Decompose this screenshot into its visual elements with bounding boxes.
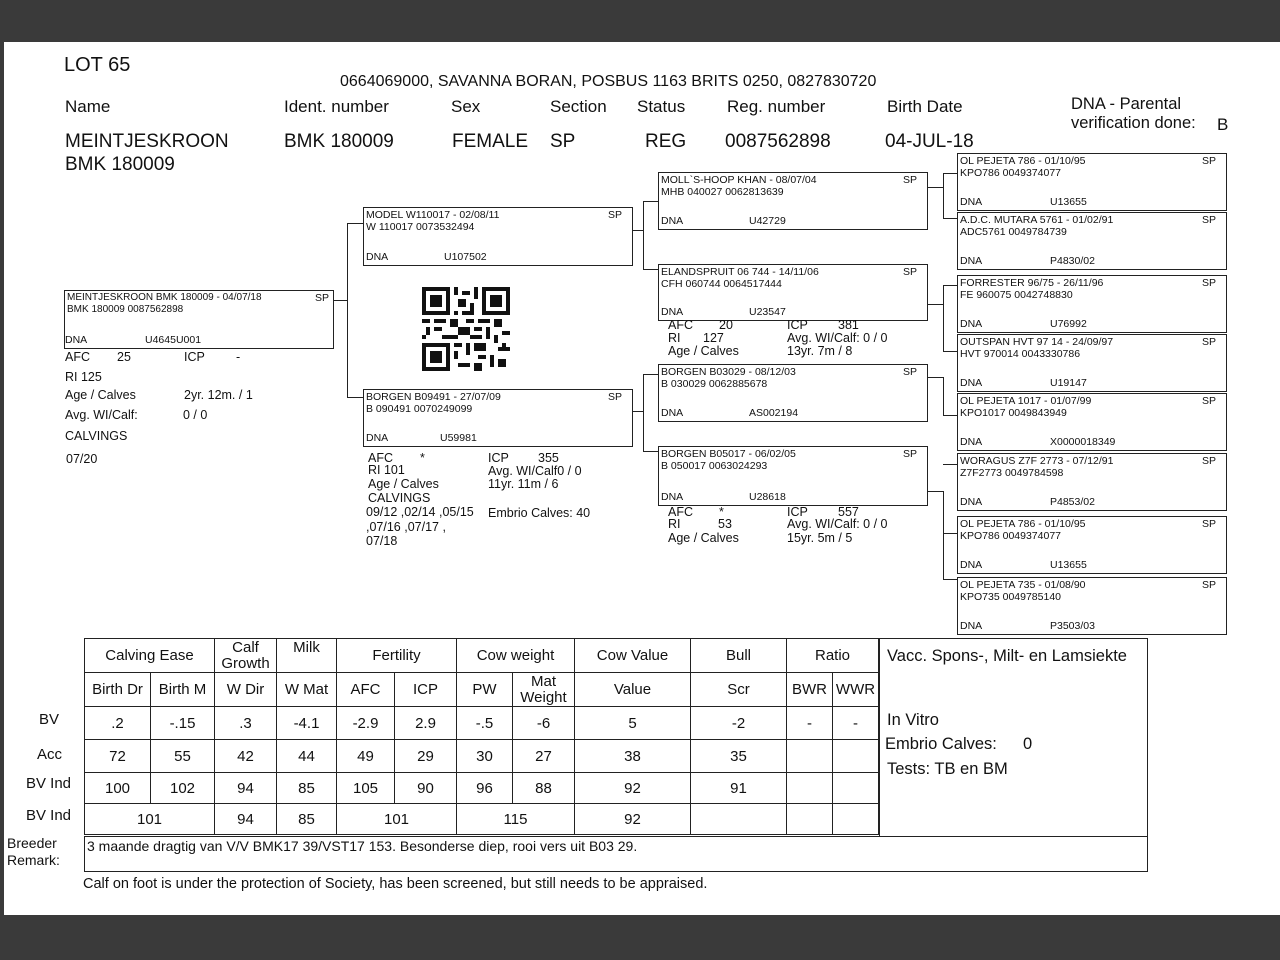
row-label-acc: Acc bbox=[37, 746, 63, 763]
animal-name-2: BMK 180009 bbox=[65, 154, 175, 175]
subject-calvings-label: CALVINGS bbox=[65, 429, 128, 443]
ggp-title: OL PEJETA 1017 - 01/07/99 bbox=[960, 395, 1092, 407]
table-cell: 96 bbox=[457, 773, 513, 804]
ggp-ident: KPO1017 0049843949 bbox=[960, 407, 1067, 419]
ggp-sp: SP bbox=[1201, 214, 1216, 226]
animal-name: MEINTJESKROON bbox=[65, 131, 229, 152]
connector bbox=[347, 223, 363, 224]
table-cell bbox=[787, 740, 833, 773]
ggp-ident: KPO735 0049785140 bbox=[960, 591, 1062, 603]
row-label-bvind: BV Ind bbox=[26, 775, 72, 792]
gp-sp: SP bbox=[902, 174, 917, 186]
gp-icp-label: ICP bbox=[787, 505, 808, 519]
great-grandparent-box bbox=[957, 212, 1227, 270]
gp-dna-label: DNA bbox=[661, 215, 684, 227]
connector bbox=[943, 377, 944, 415]
gp-icp-value: 381 bbox=[838, 318, 859, 332]
subject-ri: RI 125 bbox=[65, 370, 102, 384]
gp-title: BORGEN B05017 - 06/02/05 bbox=[661, 448, 796, 460]
subject-ident: BMK 180009 0087562898 bbox=[67, 304, 184, 315]
label-dna-2: verification done: bbox=[1071, 114, 1196, 132]
connector bbox=[926, 304, 943, 305]
table-cell: -.15 bbox=[151, 707, 215, 740]
ggp-dna-label: DNA bbox=[960, 377, 983, 389]
ggp-dna-label: DNA bbox=[960, 559, 983, 571]
group-milk: Milk bbox=[277, 639, 337, 673]
group-cow-weight: Cow weight bbox=[457, 639, 575, 673]
gp-icp-label: ICP bbox=[787, 318, 808, 332]
col-wwr: WWR bbox=[833, 673, 879, 707]
great-grandparent-box bbox=[957, 334, 1227, 392]
ggp-title: OL PEJETA 786 - 01/10/95 bbox=[960, 155, 1086, 167]
subject-afc-label: AFC bbox=[65, 350, 90, 364]
connector bbox=[943, 173, 944, 218]
ggp-sp: SP bbox=[1201, 155, 1216, 167]
subject-title: MEINTJESKROON BMK 180009 - 04/07/18 bbox=[67, 292, 262, 303]
label-birth: Birth Date bbox=[887, 97, 963, 116]
ggp-sp: SP bbox=[1201, 518, 1216, 530]
connector bbox=[926, 377, 943, 378]
great-grandparent-box bbox=[957, 393, 1227, 451]
dam-dna-value: U59981 bbox=[440, 432, 477, 444]
ggp-ident: KPO786 0049374077 bbox=[960, 530, 1062, 542]
table-cell: 85 bbox=[277, 773, 337, 804]
birth-value: 04-JUL-18 bbox=[885, 131, 974, 152]
ggp-dna-value: U13655 bbox=[1050, 196, 1087, 208]
gp-ri-label: RI bbox=[668, 517, 681, 531]
table-cell bbox=[787, 804, 833, 835]
vaccination-panel bbox=[879, 638, 1148, 839]
in-vitro-label: In Vitro bbox=[887, 711, 939, 729]
ggp-title: FORRESTER 96/75 - 26/11/96 bbox=[960, 277, 1104, 289]
gp-afc-value: * bbox=[719, 505, 724, 519]
dam-box bbox=[363, 389, 633, 447]
sire-ident: W 110017 0073532494 bbox=[366, 221, 475, 233]
ggp-sp: SP bbox=[1201, 277, 1216, 289]
gp-age-value: 13yr. 7m / 8 bbox=[787, 344, 853, 358]
dam-calvings-label: CALVINGS bbox=[368, 491, 431, 505]
connector bbox=[943, 579, 957, 580]
dam-age-value: 11yr. 11m / 6 bbox=[488, 477, 559, 491]
connector bbox=[926, 491, 943, 492]
tests-text: Tests: TB en BM bbox=[887, 760, 1008, 778]
subject-sp: SP bbox=[314, 292, 329, 304]
gp-dna-label: DNA bbox=[661, 306, 684, 318]
group-calving-ease: Calving Ease bbox=[85, 639, 215, 673]
group-ratio: Ratio bbox=[787, 639, 879, 673]
sire-box bbox=[363, 207, 633, 266]
ggp-title: WORAGUS Z7F 2773 - 07/12/91 bbox=[960, 455, 1114, 467]
gp-icp-value: 557 bbox=[838, 505, 859, 519]
ggp-dna-value: X0000018349 bbox=[1050, 436, 1116, 448]
table-cell: 38 bbox=[575, 740, 691, 773]
ggp-dna-label: DNA bbox=[960, 496, 983, 508]
dam-avg: Avg. WI/Calf0 / 0 bbox=[488, 464, 582, 478]
table-cell: 94 bbox=[215, 773, 277, 804]
ggp-sp: SP bbox=[1201, 336, 1216, 348]
reg-value: 0087562898 bbox=[725, 131, 831, 152]
dam-title: BORGEN B09491 - 27/07/09 bbox=[366, 391, 501, 403]
connector bbox=[943, 285, 957, 286]
great-grandparent-box bbox=[957, 275, 1227, 333]
gp-title: ELANDSPRUIT 06 744 - 14/11/06 bbox=[661, 266, 819, 278]
gp-ident: MHB 040027 0062813639 bbox=[661, 186, 784, 198]
table-cell: 2.9 bbox=[395, 707, 457, 740]
subject-dna-label: DNA bbox=[65, 334, 88, 346]
table-cell: 35 bbox=[691, 740, 787, 773]
table-cell: 90 bbox=[395, 773, 457, 804]
breeding-values-table bbox=[84, 638, 879, 835]
table-cell: 29 bbox=[395, 740, 457, 773]
vaccination-text: Vacc. Spons-, Milt- en Lamsiekte bbox=[887, 647, 1127, 665]
table-cell bbox=[833, 740, 879, 773]
remark-box bbox=[84, 836, 1148, 872]
dam-ri: RI 101 bbox=[368, 463, 405, 477]
connector bbox=[943, 415, 957, 416]
connector bbox=[926, 187, 943, 188]
ggp-sp: SP bbox=[1201, 579, 1216, 591]
table-cell: 105 bbox=[337, 773, 395, 804]
great-grandparent-box bbox=[957, 153, 1227, 211]
ggp-dna-value: U76992 bbox=[1050, 318, 1087, 330]
qr-code-icon bbox=[422, 287, 510, 371]
subject-dna-value: U4645U001 bbox=[145, 334, 202, 346]
table-row-acc bbox=[85, 740, 879, 773]
table-cell: 27 bbox=[513, 740, 575, 773]
ggp-title: A.D.C. MUTARA 5761 - 01/02/91 bbox=[960, 214, 1114, 226]
table-cell: 30 bbox=[457, 740, 513, 773]
col-w-mat: W Mat bbox=[277, 673, 337, 707]
ggp-ident: KPO786 0049374077 bbox=[960, 167, 1062, 179]
ggp-dna-label: DNA bbox=[960, 620, 983, 632]
connector bbox=[643, 201, 644, 269]
connector bbox=[943, 173, 957, 174]
dam-sp: SP bbox=[607, 391, 622, 403]
connector bbox=[643, 201, 658, 202]
col-scr: Scr bbox=[691, 673, 787, 707]
sire-dna-label: DNA bbox=[366, 251, 389, 263]
gp-ident: B 030029 0062885678 bbox=[661, 378, 768, 390]
dam-calvings-3: 07/18 bbox=[366, 534, 398, 548]
col-birth-m: Birth M bbox=[151, 673, 215, 707]
table-cell: 72 bbox=[85, 740, 151, 773]
gp-ident: B 050017 0063024293 bbox=[661, 460, 768, 472]
subject-afc-value: 25 bbox=[117, 350, 131, 364]
table-cell: 49 bbox=[337, 740, 395, 773]
gp-sp: SP bbox=[902, 448, 917, 460]
connector bbox=[347, 397, 363, 398]
dam-icp-value: 355 bbox=[538, 451, 559, 465]
table-cell: 102 bbox=[151, 773, 215, 804]
table-row-bvind-combined bbox=[85, 804, 879, 835]
ggp-dna-value: P3503/03 bbox=[1050, 620, 1095, 632]
connector bbox=[943, 464, 957, 465]
pedigree-page bbox=[4, 42, 1280, 915]
gp-afc-label: AFC bbox=[668, 505, 693, 519]
label-reg: Reg. number bbox=[727, 97, 826, 116]
grandparent-box bbox=[658, 446, 928, 506]
status-value: REG bbox=[645, 131, 687, 152]
table-cell: - bbox=[787, 707, 833, 740]
ggp-dna-value: P4853/02 bbox=[1050, 496, 1095, 508]
dam-dna-label: DNA bbox=[366, 432, 389, 444]
label-sex: Sex bbox=[451, 97, 481, 116]
remark-text: 3 maande dragtig van V/V BMK17 39/VST17 153. Besonderse diep, rooi vers uit B03 29. bbox=[87, 838, 638, 854]
ggp-dna-label: DNA bbox=[960, 255, 983, 267]
table-cell bbox=[787, 773, 833, 804]
sire-title: MODEL W110017 - 02/08/11 bbox=[366, 209, 500, 221]
ggp-ident: ADC5761 0049784739 bbox=[960, 226, 1067, 238]
gp-dna-value: U23547 bbox=[749, 306, 786, 318]
connector bbox=[943, 218, 957, 219]
col-w-dir: W Dir bbox=[215, 673, 277, 707]
connector bbox=[943, 351, 957, 352]
gp-ident: CFH 060744 0064517444 bbox=[661, 278, 782, 290]
col-bwr: BWR bbox=[787, 673, 833, 707]
table-cell: -2.9 bbox=[337, 707, 395, 740]
group-calf-growth: Calf Growth bbox=[215, 639, 277, 673]
label-name: Name bbox=[65, 97, 111, 116]
ggp-sp: SP bbox=[1201, 395, 1216, 407]
dam-calvings-2: ,07/16 ,07/17 , bbox=[366, 520, 446, 534]
footer-note: Calf on foot is under the protection of Society, has been screened, but still needs to be appraised. bbox=[83, 876, 708, 892]
subject-calvings-value: 07/20 bbox=[66, 452, 98, 466]
table-cell: -6 bbox=[513, 707, 575, 740]
gp-age-value: 15yr. 5m / 5 bbox=[787, 531, 853, 545]
table-cell: -2 bbox=[691, 707, 787, 740]
connector bbox=[643, 451, 658, 452]
gp-ri-label: RI bbox=[668, 331, 681, 345]
connector bbox=[643, 269, 658, 270]
group-bull: Bull bbox=[691, 639, 787, 673]
gp-age-label: Age / Calves bbox=[668, 344, 739, 358]
lot-number: LOT 65 bbox=[64, 54, 131, 76]
gp-ri-value: 53 bbox=[718, 517, 732, 531]
gp-dna-value: U28618 bbox=[749, 491, 786, 503]
ggp-dna-value: U13655 bbox=[1050, 559, 1087, 571]
row-label-bvind-2: BV Ind bbox=[26, 807, 72, 824]
ggp-sp: SP bbox=[1201, 455, 1216, 467]
col-pw: PW bbox=[457, 673, 513, 707]
table-cell: 91 bbox=[691, 773, 787, 804]
gp-title: BORGEN B03029 - 08/12/03 bbox=[661, 366, 796, 378]
gp-dna-label: DNA bbox=[661, 407, 684, 419]
ident-value: BMK 180009 bbox=[284, 131, 394, 152]
ggp-dna-value: U19147 bbox=[1050, 377, 1087, 389]
table-cell: 55 bbox=[151, 740, 215, 773]
table-cell: 101 bbox=[337, 804, 457, 835]
sex-value: FEMALE bbox=[452, 131, 529, 152]
table-cell: - bbox=[833, 707, 879, 740]
gp-age-label: Age / Calves bbox=[668, 531, 739, 545]
dam-calvings-1: 09/12 ,02/14 ,05/15 bbox=[366, 505, 474, 519]
table-row-bvind bbox=[85, 773, 879, 804]
table-cell: 115 bbox=[457, 804, 575, 835]
ggp-ident: Z7F2773 0049784598 bbox=[960, 467, 1064, 479]
gp-dna-value: U42729 bbox=[749, 215, 786, 227]
gp-afc-value: 20 bbox=[719, 318, 733, 332]
col-icp: ICP bbox=[395, 673, 457, 707]
subject-avg-value: 0 / 0 bbox=[183, 408, 208, 422]
table-cell bbox=[833, 773, 879, 804]
table-cell: 92 bbox=[575, 804, 691, 835]
table-cell: 42 bbox=[215, 740, 277, 773]
dam-afc-label: AFC bbox=[368, 451, 393, 465]
table-cell bbox=[833, 804, 879, 835]
table-cell: 100 bbox=[85, 773, 151, 804]
dna-verification-value: B bbox=[1217, 115, 1229, 134]
ggp-dna-label: DNA bbox=[960, 436, 983, 448]
gp-afc-label: AFC bbox=[668, 318, 693, 332]
subject-age-label: Age / Calves bbox=[65, 388, 136, 402]
table-row-bv bbox=[85, 707, 879, 740]
subject-age-value: 2yr. 12m. / 1 bbox=[184, 388, 253, 402]
ggp-title: OL PEJETA 735 - 01/08/90 bbox=[960, 579, 1086, 591]
gp-dna-label: DNA bbox=[661, 491, 684, 503]
dam-embrio: Embrio Calves: 40 bbox=[488, 506, 591, 520]
gp-sp: SP bbox=[902, 366, 917, 378]
ggp-ident: HVT 970014 0043330786 bbox=[960, 348, 1081, 360]
group-fertility: Fertility bbox=[337, 639, 457, 673]
subject-icp-value: - bbox=[236, 350, 241, 364]
section-value: SP bbox=[550, 131, 576, 152]
ggp-ident: FE 960075 0042748830 bbox=[960, 289, 1073, 301]
col-birth-dr: Birth Dr bbox=[85, 673, 151, 707]
dam-afc-value: * bbox=[420, 451, 425, 465]
row-label-bv: BV bbox=[39, 711, 60, 728]
table-cell: 85 bbox=[277, 804, 337, 835]
table-cell: -4.1 bbox=[277, 707, 337, 740]
table-cell bbox=[691, 804, 787, 835]
remark-label-2: Remark: bbox=[7, 852, 60, 868]
table-cell: 101 bbox=[85, 804, 215, 835]
great-grandparent-box bbox=[957, 453, 1227, 511]
breeder-line: 0664069000, SAVANNA BORAN, POSBUS 1163 BRITS 0250, 0827830720 bbox=[340, 73, 877, 90]
table-cell: -.5 bbox=[457, 707, 513, 740]
subject-icp-label: ICP bbox=[184, 350, 205, 364]
grandparent-box bbox=[658, 264, 928, 321]
label-dna-1: DNA - Parental bbox=[1071, 95, 1182, 113]
gp-sp: SP bbox=[902, 266, 917, 278]
table-cell: 5 bbox=[575, 707, 691, 740]
gp-avg: Avg. WI/Calf: 0 / 0 bbox=[787, 517, 888, 531]
great-grandparent-box bbox=[957, 577, 1227, 635]
grandparent-box bbox=[658, 172, 928, 230]
subject-avg-label: Avg. WI/Calf: bbox=[65, 408, 138, 422]
ggp-dna-label: DNA bbox=[960, 318, 983, 330]
label-section: Section bbox=[550, 97, 607, 116]
sire-dna-value: U107502 bbox=[444, 251, 487, 263]
table-cell: 94 bbox=[215, 804, 277, 835]
connector bbox=[943, 491, 944, 579]
table-cell: .3 bbox=[215, 707, 277, 740]
embrio-calves-value: 0 bbox=[1023, 735, 1033, 753]
great-grandparent-box bbox=[957, 516, 1227, 574]
connector bbox=[347, 223, 348, 397]
gp-title: MOLL`S-HOOP KHAN - 08/07/04 bbox=[661, 174, 817, 186]
grandparent-box bbox=[658, 364, 928, 422]
ggp-title: OL PEJETA 786 - 01/10/95 bbox=[960, 518, 1086, 530]
connector bbox=[643, 374, 644, 451]
dam-ident: B 090491 0070249099 bbox=[366, 403, 473, 415]
gp-avg: Avg. WI/Calf: 0 / 0 bbox=[787, 331, 888, 345]
label-status: Status bbox=[637, 97, 686, 116]
ggp-dna-value: P4830/02 bbox=[1050, 255, 1095, 267]
table-cell: .2 bbox=[85, 707, 151, 740]
dam-icp-label: ICP bbox=[488, 451, 509, 465]
group-cow-value: Cow Value bbox=[575, 639, 691, 673]
connector bbox=[943, 533, 957, 534]
connector bbox=[643, 374, 658, 375]
ggp-dna-label: DNA bbox=[960, 196, 983, 208]
col-mat-weight: Mat Weight bbox=[513, 673, 575, 707]
dam-age-label: Age / Calves bbox=[368, 477, 439, 491]
gp-dna-value: AS002194 bbox=[749, 407, 799, 419]
connector bbox=[332, 300, 347, 301]
table-cell: 44 bbox=[277, 740, 337, 773]
table-cell: 88 bbox=[513, 773, 575, 804]
sire-sp: SP bbox=[607, 209, 622, 221]
table-cell: 92 bbox=[575, 773, 691, 804]
embrio-calves-label: Embrio Calves: bbox=[885, 735, 997, 753]
gp-ri-value: 127 bbox=[703, 331, 724, 345]
col-afc: AFC bbox=[337, 673, 395, 707]
label-ident: Ident. number bbox=[284, 97, 389, 116]
subject-box bbox=[64, 290, 334, 349]
ggp-title: OUTSPAN HVT 97 14 - 24/09/97 bbox=[960, 336, 1114, 348]
connector bbox=[943, 285, 944, 351]
col-value: Value bbox=[575, 673, 691, 707]
remark-label-1: Breeder bbox=[7, 835, 57, 851]
